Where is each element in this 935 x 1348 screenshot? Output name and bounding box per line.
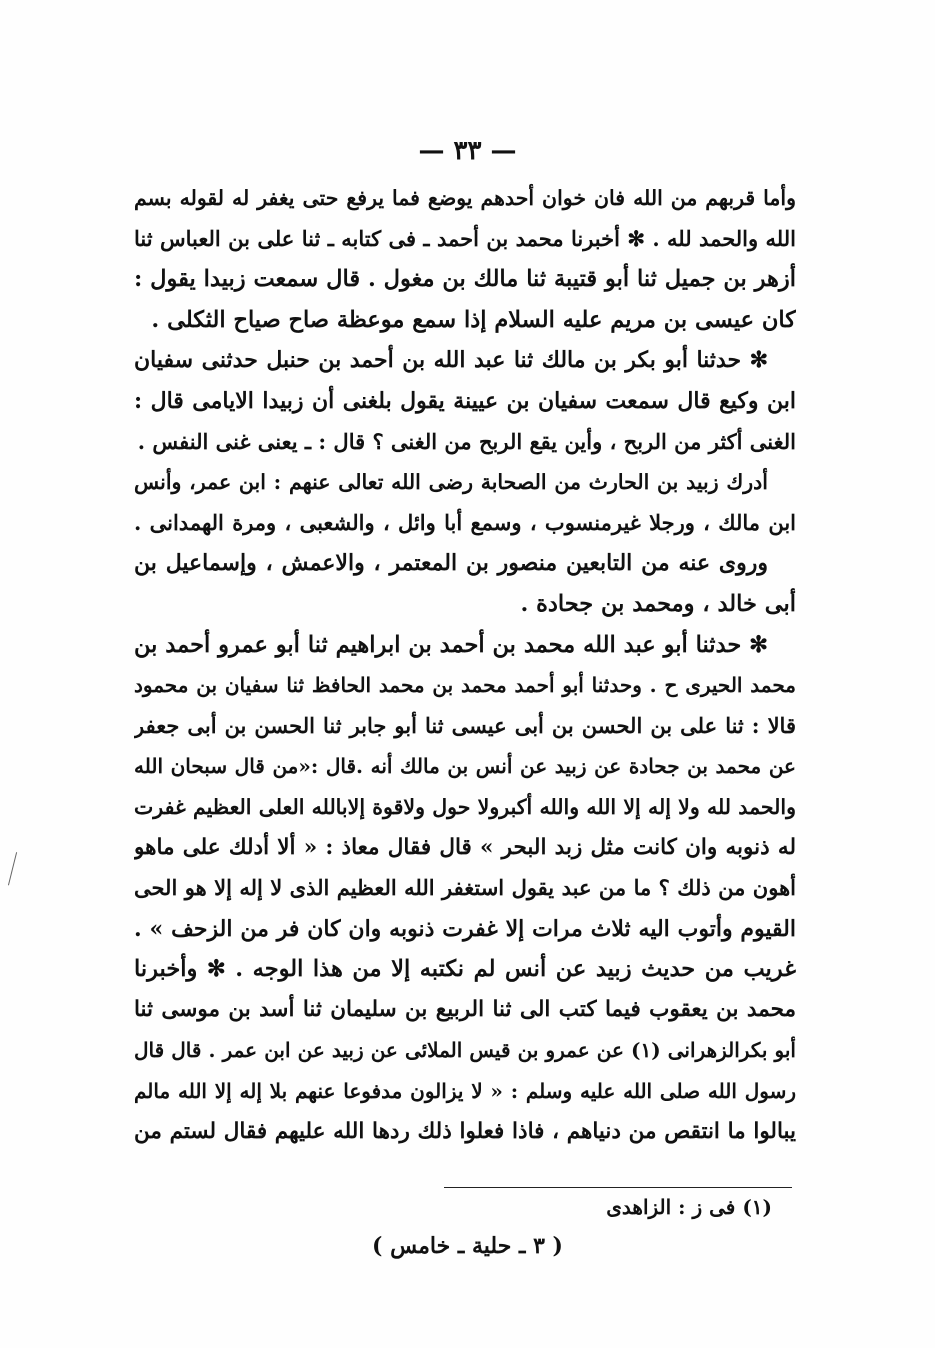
text-line: ✻ حدثنا أبو عبد الله محمد بن أحمد بن ابراهيم ثنا أبو عمرو أحمد بن [134, 631, 768, 658]
text-line: محمد الحيرى ح . وحدثنا أبو أحمد محمد بن محمد الحافظ ثنا سفيان بن محمود [134, 673, 796, 698]
text-line: ابن مالك ، ورجلا غيرمنسوب ، وسمع أبا وائل ، والشعبى ، ومرة الهمدانى . [134, 509, 796, 535]
footnote-divider [444, 1187, 792, 1188]
text-line: أهون من ذلك ؟ ما من عبد يقول استغفر الله العظيم الذى لا إله إلا هو الحى [134, 875, 796, 901]
margin-mark [8, 852, 19, 886]
text-line: غريب من حديث زبيد عن أنس لم نكتبه إلا من هذا الوجه . ✻ وأخبرنا [134, 956, 796, 983]
text-line: كان عيسى بن مريم عليه السلام إذا سمع موعظة صاح صياح الثكلى . [151, 306, 796, 333]
text-line: قالا : ثنا على بن الحسن بن أبى عيسى ثنا أبو جابر ثنا الحسن بن أبى جعفر [134, 712, 796, 738]
text-line: والحمد لله ولا إله إلا الله والله أكبرولا حول ولاقوة إلابالله العلى العظيم غفرت [134, 794, 796, 819]
text-line: ✻ حدثنا أبو بكر بن مالك ثنا عبد الله بن أحمد بن حنبل حدثنى سفيان [134, 347, 768, 374]
text-line: له ذنوبه وان كانت مثل زبد البحر » قال فقال معاذ : « ألا أدلك على ماهو [134, 834, 796, 860]
signature-mark: ( ٣ ـ حلية ـ خامس ) [372, 1233, 563, 1259]
text-line: وأما قربهم من الله فان خوان أحدهم يوضع فما يرفع حتى يغفر له لقوله بسم [134, 186, 796, 210]
text-line: أبى خالد ، ومحمد بن جحادة . [520, 590, 796, 617]
text-line: محمد بن يعقوب فيما كتب الى ثنا الربيع بن سليمان ثنا أسد بن موسى ثنا [134, 996, 796, 1022]
main-text-body [134, 178, 796, 1152]
text-line: الغنى أكثر من الربح ، وأين يقع الربح من الغنى ؟ قال : ـ يعنى غنى النفس . [137, 428, 796, 454]
text-line: رسول الله صلى الله عليه وسلم : « لا يزالون مدفوعا عنهم بلا إله إلا الله مالم [134, 1079, 796, 1104]
text-line: القيوم وأتوب اليه ثلاث مرات إلا غفرت ذنوبه وان كان فر من الزحف » . [134, 915, 796, 942]
text-line: ابن وكيع قال سمعت سفيان بن عيينة يقول بلغنى أن زبيدا الايامى قال : [134, 387, 796, 414]
text-line: أبو بكرالزهرانى (١) عن عمرو بن قيس الملائى عن زبيد عن ابن عمر . قال قال [134, 1038, 796, 1063]
footnote: (١) فى ز : الزاهدى [606, 1195, 772, 1219]
text-line: أزهر بن جميل ثنا أبو قتيبة ثنا مالك بن مغول . قال سمعت زبيدا يقول : [134, 266, 796, 293]
text-line: الله والحمد لله . ✻ أخبرنا محمد بن أحمد ـ فى كتابه ـ ثنا على بن العباس ثنا [134, 225, 796, 251]
text-line: وروى عنه من التابعين منصور بن المعتمر ، والاعمش ، وإسماعيل بن [134, 550, 768, 577]
text-line: يبالوا ما انتقص من دنياهم ، فاذا فعلوا ذلك ردها الله عليهم فقال لستم من [134, 1118, 796, 1144]
text-line: أدرك زبيد بن الحارث من الصحابة رضى الله تعالى عنهم : ابن عمر، وأنس [134, 470, 768, 495]
text-line: عن محمد بن جحادة عن زبيد عن أنس بن مالك أنه .قال :«من قال سبحان الله [134, 754, 796, 779]
page-number: — ٣٣ — [418, 136, 517, 166]
